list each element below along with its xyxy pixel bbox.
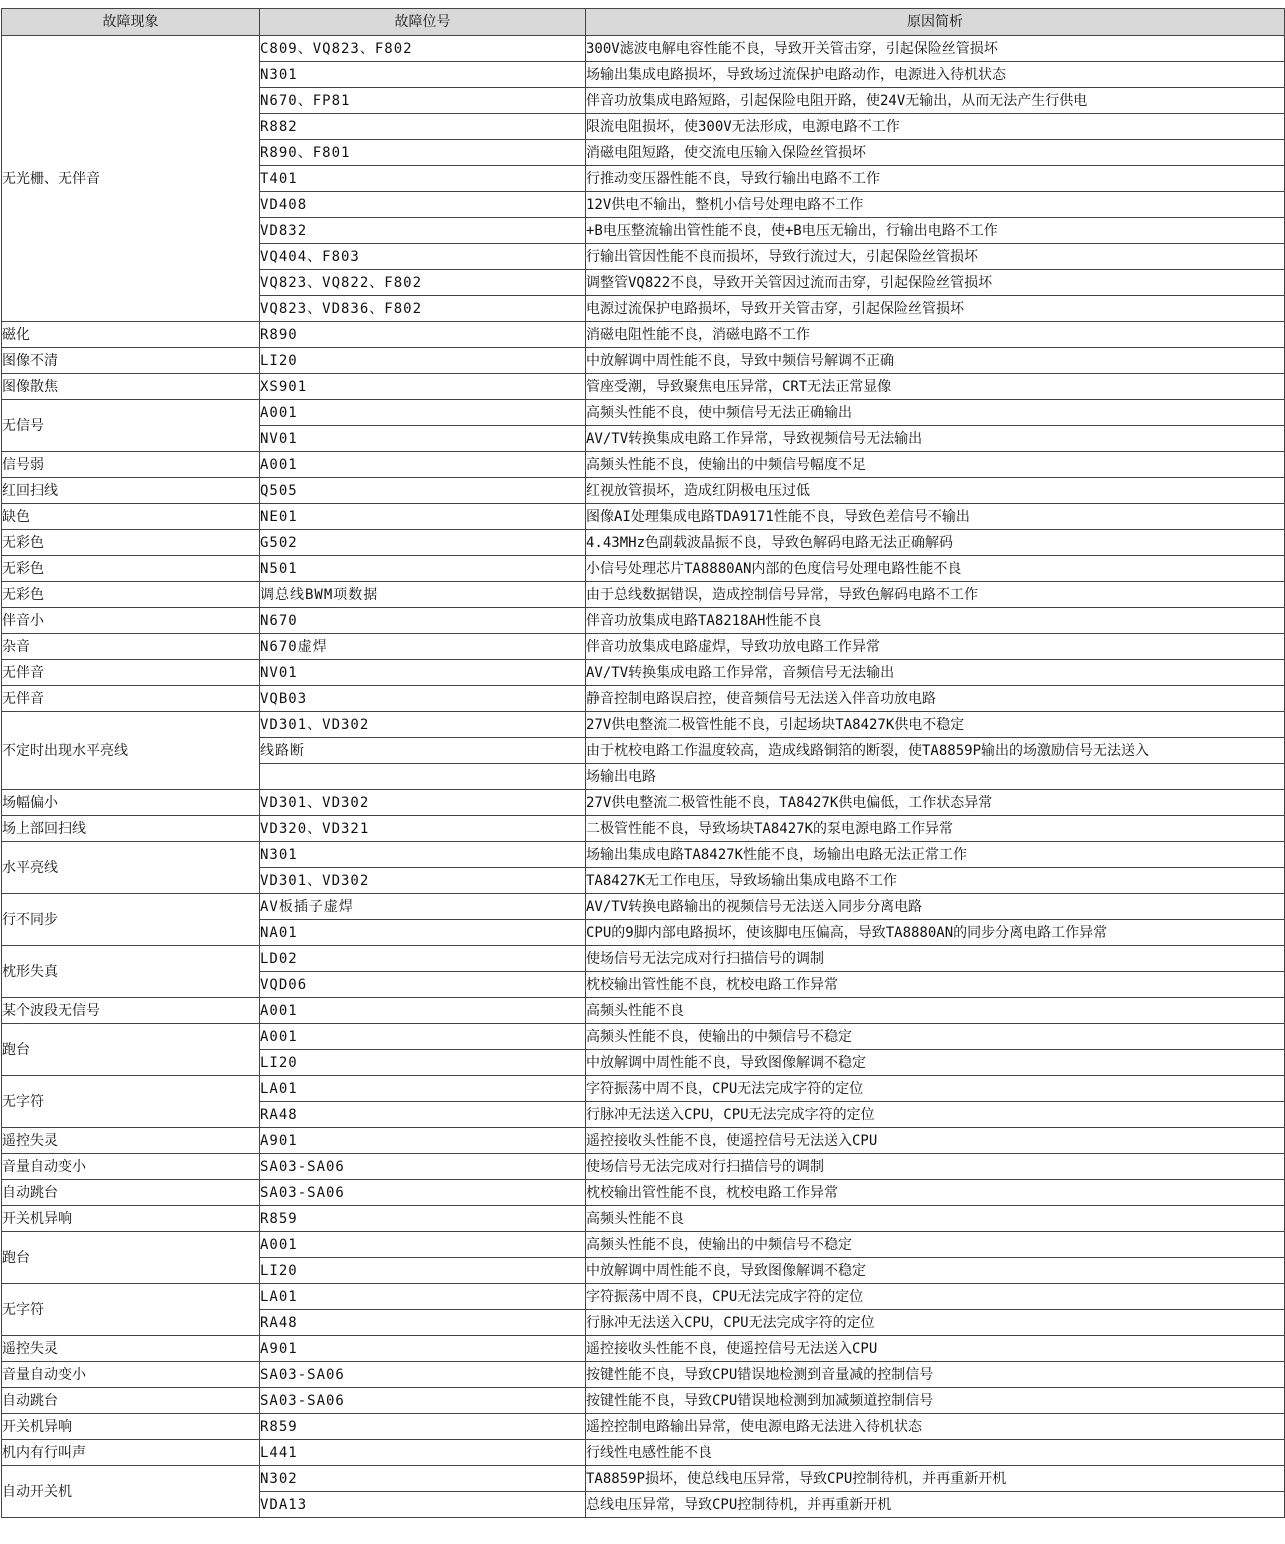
cause-cell: 静音控制电路误启控，使音频信号无法送入伴音功放电路 (586, 686, 1285, 712)
symptom-cell: 信号弱 (2, 452, 260, 478)
symptom-cell: 机内有行叫声 (2, 1440, 260, 1466)
location-cell: VQ823、VD836、F802 (260, 296, 586, 322)
symptom-cell: 无字符 (2, 1076, 260, 1128)
table-row (2, 1180, 1285, 1206)
location-cell: NE01 (260, 504, 586, 530)
symptom-cell: 红回扫线 (2, 478, 260, 504)
cause-cell: CPU的9脚内部电路损坏，使该脚电压偏高，导致TA8880AN的同步分离电路工作异常 (586, 920, 1285, 946)
location-cell: R890、F801 (260, 140, 586, 166)
cause-cell: 高频头性能不良，使输出的中频信号不稳定 (586, 1232, 1285, 1258)
cause-cell: 枕校输出管性能不良，枕校电路工作异常 (586, 972, 1285, 998)
symptom-cell: 遥控失灵 (2, 1128, 260, 1154)
table-row (2, 712, 1285, 738)
cause-cell: 遥控接收头性能不良，使遥控信号无法送入CPU (586, 1128, 1285, 1154)
table-row (2, 582, 1285, 608)
symptom-cell: 遥控失灵 (2, 1336, 260, 1362)
symptom-cell: 跑台 (2, 1024, 260, 1076)
table-row (2, 556, 1285, 582)
cause-cell: 高频头性能不良 (586, 998, 1285, 1024)
table-row (2, 1076, 1285, 1102)
cause-cell: 由于总线数据错误，造成控制信号异常，导致色解码电路不工作 (586, 582, 1285, 608)
cause-cell: 管座受潮，导致聚焦电压异常，CRT无法正常显像 (586, 374, 1285, 400)
location-cell: N302 (260, 1466, 586, 1492)
cause-cell: 高频头性能不良，使中频信号无法正确输出 (586, 400, 1285, 426)
cause-cell: 使场信号无法完成对行扫描信号的调制 (586, 946, 1285, 972)
cause-cell: 由于枕校电路工作温度较高，造成线路铜箔的断裂，使TA8859P输出的场激励信号无法送入 (586, 738, 1285, 764)
table-row (2, 1414, 1285, 1440)
table-row (2, 1466, 1285, 1492)
header-cause: 原因简析 (586, 9, 1285, 36)
location-cell (260, 764, 586, 790)
symptom-cell: 音量自动变小 (2, 1362, 260, 1388)
symptom-cell: 图像散焦 (2, 374, 260, 400)
table-row (2, 660, 1285, 686)
location-cell: VD301、VD302 (260, 790, 586, 816)
table-row (2, 478, 1285, 504)
table-row (2, 452, 1285, 478)
location-cell: VQ823、VQ822、F802 (260, 270, 586, 296)
symptom-cell: 自动开关机 (2, 1466, 260, 1518)
location-cell: LI20 (260, 1258, 586, 1284)
table-row (2, 1232, 1285, 1258)
cause-cell: TA8427K无工作电压，导致场输出集成电路不工作 (586, 868, 1285, 894)
location-cell: LI20 (260, 348, 586, 374)
symptom-cell: 自动跳台 (2, 1388, 260, 1414)
cause-cell: +B电压整流输出管性能不良，使+B电压无输出，行输出电路不工作 (586, 218, 1285, 244)
location-cell: 调总线BWM项数据 (260, 582, 586, 608)
location-cell: NV01 (260, 660, 586, 686)
table-row (2, 608, 1285, 634)
cause-cell: 12V供电不输出，整机小信号处理电路不工作 (586, 192, 1285, 218)
location-cell: VDA13 (260, 1492, 586, 1518)
location-cell: SA03-SA06 (260, 1180, 586, 1206)
cause-cell: 中放解调中周性能不良，导致图像解调不稳定 (586, 1258, 1285, 1284)
symptom-cell: 伴音小 (2, 608, 260, 634)
symptom-cell: 无伴音 (2, 686, 260, 712)
location-cell: VQD06 (260, 972, 586, 998)
location-cell: A901 (260, 1128, 586, 1154)
table-row (2, 530, 1285, 556)
location-cell: T401 (260, 166, 586, 192)
cause-cell: 300V滤波电解电容性能不良，导致开关管击穿，引起保险丝管损坏 (586, 36, 1285, 62)
symptom-cell: 图像不清 (2, 348, 260, 374)
cause-cell: 27V供电整流二极管性能不良，TA8427K供电偏低，工作状态异常 (586, 790, 1285, 816)
symptom-cell: 缺色 (2, 504, 260, 530)
table-row (2, 348, 1285, 374)
location-cell: LI20 (260, 1050, 586, 1076)
cause-cell: 小信号处理芯片TA8880AN内部的色度信号处理电路性能不良 (586, 556, 1285, 582)
cause-cell: 遥控接收头性能不良，使遥控信号无法送入CPU (586, 1336, 1285, 1362)
symptom-cell: 无信号 (2, 400, 260, 452)
table-row (2, 1154, 1285, 1180)
location-cell: N301 (260, 842, 586, 868)
symptom-cell: 水平亮线 (2, 842, 260, 894)
location-cell: VD301、VD302 (260, 868, 586, 894)
symptom-cell: 自动跳台 (2, 1180, 260, 1206)
table-row (2, 1128, 1285, 1154)
location-cell: A901 (260, 1336, 586, 1362)
location-cell: NA01 (260, 920, 586, 946)
table-row (2, 686, 1285, 712)
table-row (2, 1336, 1285, 1362)
table-row (2, 1206, 1285, 1232)
table-row (2, 504, 1285, 530)
symptom-cell: 无彩色 (2, 556, 260, 582)
location-cell: RA48 (260, 1102, 586, 1128)
location-cell: N670、FP81 (260, 88, 586, 114)
location-cell: G502 (260, 530, 586, 556)
location-cell: R890 (260, 322, 586, 348)
cause-cell: 场输出电路 (586, 764, 1285, 790)
symptom-cell: 无光栅、无伴音 (2, 36, 260, 322)
symptom-cell: 枕形失真 (2, 946, 260, 998)
cause-cell: 字符振荡中周不良，CPU无法完成字符的定位 (586, 1284, 1285, 1310)
symptom-cell: 无伴音 (2, 660, 260, 686)
location-cell: N670虚焊 (260, 634, 586, 660)
cause-cell: 高频头性能不良，使输出的中频信号幅度不足 (586, 452, 1285, 478)
table-row (2, 1440, 1285, 1466)
header-row (2, 9, 1285, 36)
cause-cell: 场输出集成电路损坏，导致场过流保护电路动作，电源进入待机状态 (586, 62, 1285, 88)
location-cell: VD301、VD302 (260, 712, 586, 738)
symptom-cell: 无字符 (2, 1284, 260, 1336)
symptom-cell: 开关机异响 (2, 1206, 260, 1232)
cause-cell: 行输出管因性能不良而损坏，导致行流过大，引起保险丝管损坏 (586, 244, 1285, 270)
cause-cell: 中放解调中周性能不良，导致图像解调不稳定 (586, 1050, 1285, 1076)
symptom-cell: 无彩色 (2, 582, 260, 608)
location-cell: N501 (260, 556, 586, 582)
table-row (2, 374, 1285, 400)
table-row (2, 1284, 1285, 1310)
location-cell: SA03-SA06 (260, 1388, 586, 1414)
location-cell: VQ404、F803 (260, 244, 586, 270)
location-cell: NV01 (260, 426, 586, 452)
location-cell: A001 (260, 1232, 586, 1258)
cause-cell: 行线性电感性能不良 (586, 1440, 1285, 1466)
table-row (2, 36, 1285, 62)
location-cell: R859 (260, 1414, 586, 1440)
cause-cell: 遥控控制电路输出异常，使电源电路无法进入待机状态 (586, 1414, 1285, 1440)
location-cell: Q505 (260, 478, 586, 504)
symptom-cell: 场上部回扫线 (2, 816, 260, 842)
cause-cell: AV/TV转换集成电路工作异常，导致视频信号无法输出 (586, 426, 1285, 452)
symptom-cell: 跑台 (2, 1232, 260, 1284)
location-cell: LA01 (260, 1076, 586, 1102)
location-cell: VQB03 (260, 686, 586, 712)
table-row (2, 816, 1285, 842)
cause-cell: 行脉冲无法送入CPU，CPU无法完成字符的定位 (586, 1102, 1285, 1128)
location-cell: L441 (260, 1440, 586, 1466)
location-cell: A001 (260, 452, 586, 478)
cause-cell: 高频头性能不良 (586, 1206, 1285, 1232)
symptom-cell: 行不同步 (2, 894, 260, 946)
cause-cell: 红视放管损坏，造成红阴极电压过低 (586, 478, 1285, 504)
symptom-cell: 无彩色 (2, 530, 260, 556)
table-row (2, 790, 1285, 816)
location-cell: XS901 (260, 374, 586, 400)
table-row (2, 400, 1285, 426)
cause-cell: 图像AI处理集成电路TDA9171性能不良，导致色差信号不输出 (586, 504, 1285, 530)
location-cell: A001 (260, 998, 586, 1024)
symptom-cell: 音量自动变小 (2, 1154, 260, 1180)
cause-cell: 伴音功放集成电路TA8218AH性能不良 (586, 608, 1285, 634)
location-cell: LD02 (260, 946, 586, 972)
cause-cell: 按键性能不良，导致CPU错误地检测到加减频道控制信号 (586, 1388, 1285, 1414)
cause-cell: 伴音功放集成电路虚焊，导致功放电路工作异常 (586, 634, 1285, 660)
table-row (2, 1362, 1285, 1388)
cause-cell: 限流电阻损坏，使300V无法形成，电源电路不工作 (586, 114, 1285, 140)
cause-cell: 电源过流保护电路损坏，导致开关管击穿，引起保险丝管损坏 (586, 296, 1285, 322)
location-cell: LA01 (260, 1284, 586, 1310)
location-cell: SA03-SA06 (260, 1154, 586, 1180)
location-cell: 线路断 (260, 738, 586, 764)
location-cell: SA03-SA06 (260, 1362, 586, 1388)
location-cell: RA48 (260, 1310, 586, 1336)
table-body (2, 36, 1285, 1518)
symptom-cell: 场幅偏小 (2, 790, 260, 816)
cause-cell: 调整管VQ822不良，导致开关管因过流而击穿，引起保险丝管损坏 (586, 270, 1285, 296)
cause-cell: AV/TV转换集成电路工作异常，音频信号无法输出 (586, 660, 1285, 686)
location-cell: AV板插子虚焊 (260, 894, 586, 920)
table-row (2, 894, 1285, 920)
cause-cell: 枕校输出管性能不良，枕校电路工作异常 (586, 1180, 1285, 1206)
cause-cell: 字符振荡中周不良，CPU无法完成字符的定位 (586, 1076, 1285, 1102)
location-cell: VD408 (260, 192, 586, 218)
fault-table (1, 8, 1285, 1518)
location-cell: R859 (260, 1206, 586, 1232)
symptom-cell: 某个波段无信号 (2, 998, 260, 1024)
location-cell: A001 (260, 1024, 586, 1050)
cause-cell: 高频头性能不良，使输出的中频信号不稳定 (586, 1024, 1285, 1050)
cause-cell: AV/TV转换电路输出的视频信号无法送入同步分离电路 (586, 894, 1285, 920)
cause-cell: 伴音功放集成电路短路，引起保险电阻开路，使24V无输出，从而无法产生行供电 (586, 88, 1285, 114)
header-symptom: 故障现象 (2, 9, 260, 36)
cause-cell: 总线电压异常，导致CPU控制待机，并再重新开机 (586, 1492, 1285, 1518)
cause-cell: 行脉冲无法送入CPU，CPU无法完成字符的定位 (586, 1310, 1285, 1336)
cause-cell: 消磁电阻短路，使交流电压输入保险丝管损坏 (586, 140, 1285, 166)
symptom-cell: 磁化 (2, 322, 260, 348)
location-cell: VD320、VD321 (260, 816, 586, 842)
table-row (2, 1388, 1285, 1414)
table-row (2, 946, 1285, 972)
location-cell: VD832 (260, 218, 586, 244)
location-cell: N670 (260, 608, 586, 634)
cause-cell: 场输出集成电路TA8427K性能不良，场输出电路无法正常工作 (586, 842, 1285, 868)
cause-cell: 4.43MHz色副载波晶振不良，导致色解码电路无法正确解码 (586, 530, 1285, 556)
symptom-cell: 杂音 (2, 634, 260, 660)
table-row (2, 998, 1285, 1024)
header-location: 故障位号 (260, 9, 586, 36)
symptom-cell: 开关机异响 (2, 1414, 260, 1440)
cause-cell: 使场信号无法完成对行扫描信号的调制 (586, 1154, 1285, 1180)
cause-cell: 消磁电阻性能不良，消磁电路不工作 (586, 322, 1285, 348)
table-row (2, 842, 1285, 868)
table-row (2, 322, 1285, 348)
location-cell: A001 (260, 400, 586, 426)
cause-cell: 27V供电整流二极管性能不良，引起场块TA8427K供电不稳定 (586, 712, 1285, 738)
cause-cell: 行推动变压器性能不良，导致行输出电路不工作 (586, 166, 1285, 192)
location-cell: C809、VQ823、F802 (260, 36, 586, 62)
cause-cell: 二极管性能不良，导致场块TA8427K的泵电源电路工作异常 (586, 816, 1285, 842)
cause-cell: 中放解调中周性能不良，导致中频信号解调不正确 (586, 348, 1285, 374)
cause-cell: TA8859P损坏，使总线电压异常，导致CPU控制待机，并再重新开机 (586, 1466, 1285, 1492)
location-cell: R882 (260, 114, 586, 140)
cause-cell: 按键性能不良，导致CPU错误地检测到音量减的控制信号 (586, 1362, 1285, 1388)
table-row (2, 1024, 1285, 1050)
table-row (2, 634, 1285, 660)
symptom-cell: 不定时出现水平亮线 (2, 712, 260, 790)
location-cell: N301 (260, 62, 586, 88)
